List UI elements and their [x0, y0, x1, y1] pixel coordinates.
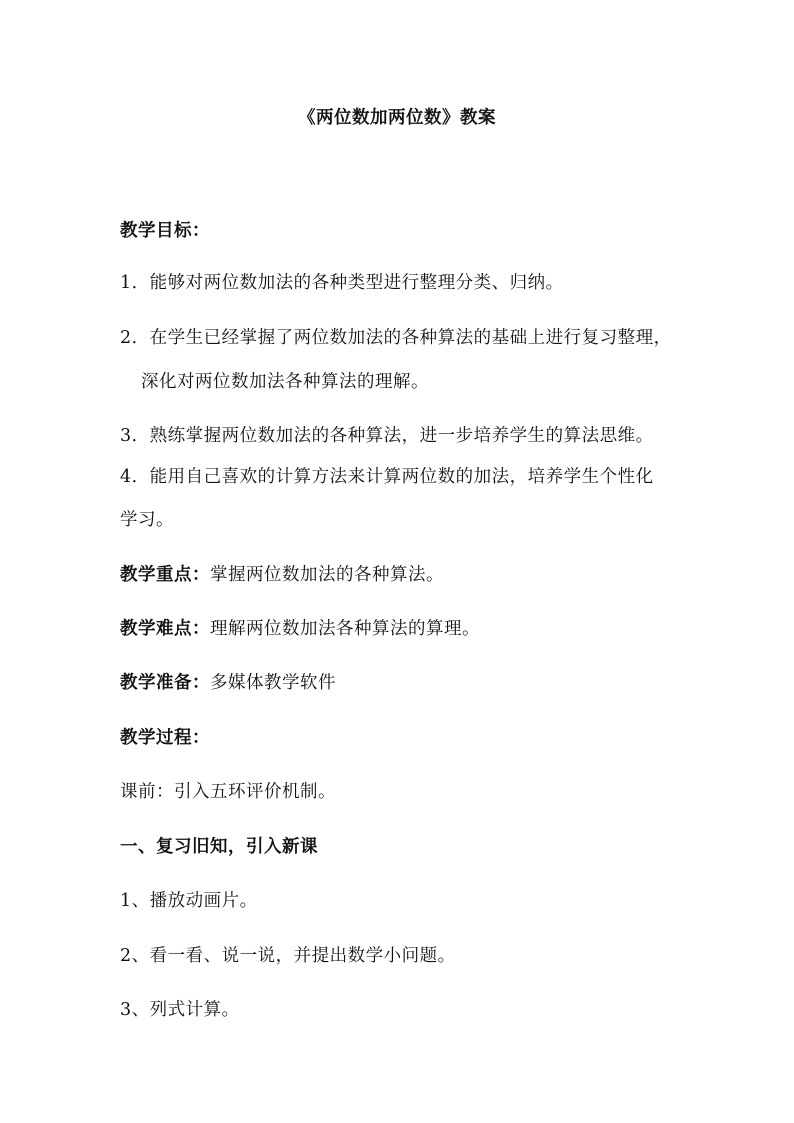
objective-item-2-continued: 深化对两位数加法各种算法的理解。	[141, 372, 429, 392]
section1-item-3: 3、列式计算。	[120, 1000, 240, 1020]
objective-item-4: 4．能用自己喜欢的计算方法来计算两位数的加法，培养学生个性化	[120, 467, 654, 487]
section1-heading: 一、复习旧知，引入新课	[120, 837, 318, 857]
key-point-text: 掌握两位数加法的各种算法。	[210, 565, 444, 585]
document-title: 《两位数加两位数》教案	[298, 108, 496, 128]
objective-item-1: 1．能够对两位数加法的各种类型进行整理分类、归纳。	[120, 273, 564, 293]
difficulty-line	[120, 617, 480, 641]
key-point-label: 教学重点：	[120, 565, 210, 585]
pre-class-text: 课前：引入五环评价机制。	[120, 782, 336, 802]
objective-item-4-continued: 学习。	[120, 510, 174, 530]
section1-item-2: 2、看一看、说一说，并提出数学小问题。	[120, 946, 456, 966]
preparation-line	[120, 671, 336, 695]
preparation-text: 多媒体教学软件	[210, 673, 336, 693]
section1-item-1: 1、播放动画片。	[120, 891, 258, 911]
key-point-line	[120, 563, 444, 587]
objective-item-3: 3．熟练掌握两位数加法的各种算法，进一步培养学生的算法思维。	[120, 426, 654, 446]
difficulty-label: 教学难点：	[120, 619, 210, 639]
objective-item-2: 2．在学生已经掌握了两位数加法的各种算法的基础上进行复习整理，	[120, 328, 672, 348]
difficulty-text: 理解两位数加法各种算法的算理。	[210, 619, 480, 639]
preparation-label: 教学准备：	[120, 673, 210, 693]
process-heading: 教学过程：	[120, 728, 210, 748]
objectives-heading: 教学目标：	[120, 221, 210, 241]
